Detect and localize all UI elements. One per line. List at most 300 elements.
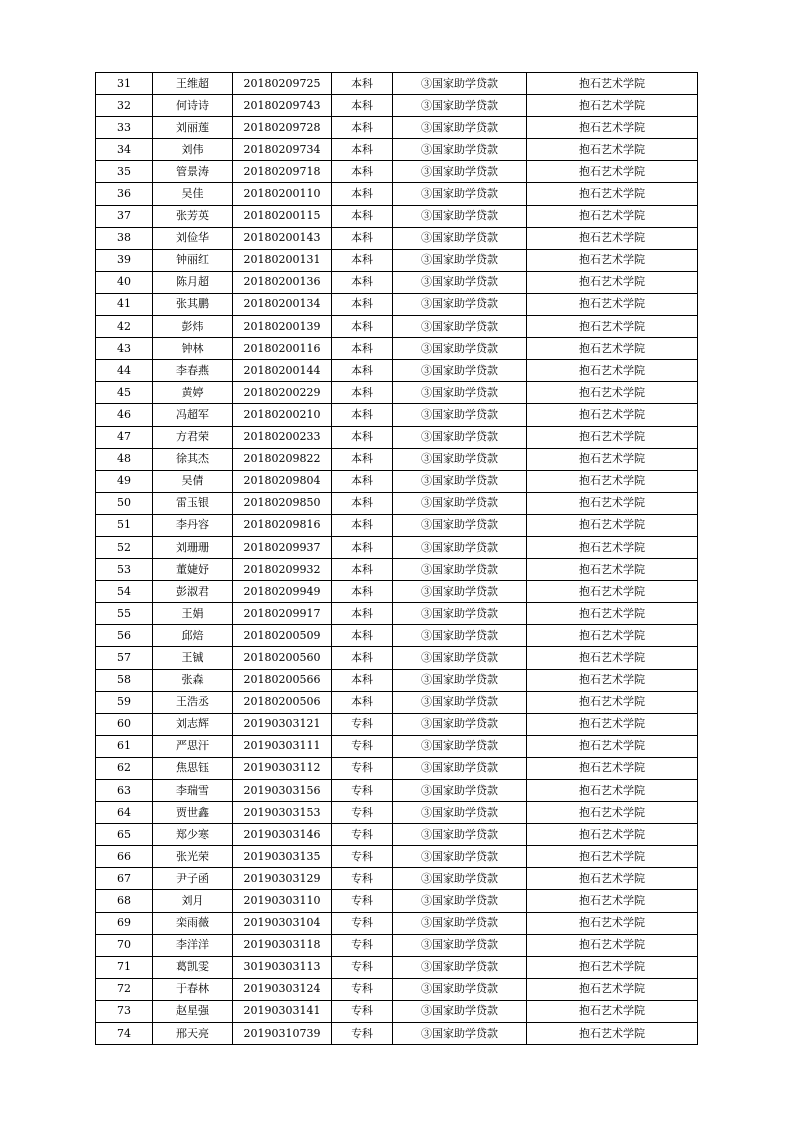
- table-row: [96, 1023, 698, 1045]
- student-name-cell: 邢天亮: [153, 1023, 233, 1045]
- row-number-cell: 72: [96, 978, 153, 1000]
- student-id-cell: 20180209822: [233, 448, 332, 470]
- row-number-cell: 62: [96, 757, 153, 779]
- aid-type-cell: ③国家助学贷款: [393, 647, 527, 669]
- aid-type-cell: ③国家助学贷款: [393, 868, 527, 890]
- student-name-cell: 王维超: [153, 73, 233, 95]
- college-cell: 抱石艺术学院: [527, 691, 698, 713]
- table-row: [96, 978, 698, 1000]
- student-id-cell: 20180200506: [233, 691, 332, 713]
- education-level-cell: 本科: [332, 338, 393, 360]
- student-id-cell: 20180209725: [233, 73, 332, 95]
- student-name-cell: 严思汗: [153, 735, 233, 757]
- education-level-cell: 本科: [332, 183, 393, 205]
- row-number-cell: 57: [96, 647, 153, 669]
- roster-body: [96, 73, 698, 1045]
- college-cell: 抱石艺术学院: [527, 249, 698, 271]
- row-number-cell: 68: [96, 890, 153, 912]
- education-level-cell: 专科: [332, 890, 393, 912]
- college-cell: 抱石艺术学院: [527, 559, 698, 581]
- education-level-cell: 本科: [332, 161, 393, 183]
- student-name-cell: 冯超军: [153, 404, 233, 426]
- row-number-cell: 38: [96, 227, 153, 249]
- education-level-cell: 本科: [332, 293, 393, 315]
- student-id-cell: 20190303111: [233, 735, 332, 757]
- aid-type-cell: ③国家助学贷款: [393, 205, 527, 227]
- table-row: [96, 956, 698, 978]
- student-name-cell: 郑少寒: [153, 824, 233, 846]
- student-id-cell: 20180200560: [233, 647, 332, 669]
- row-number-cell: 34: [96, 139, 153, 161]
- row-number-cell: 66: [96, 846, 153, 868]
- row-number-cell: 48: [96, 448, 153, 470]
- student-id-cell: 20180200134: [233, 293, 332, 315]
- college-cell: 抱石艺术学院: [527, 868, 698, 890]
- aid-type-cell: ③国家助学贷款: [393, 669, 527, 691]
- education-level-cell: 本科: [332, 227, 393, 249]
- aid-type-cell: ③国家助学贷款: [393, 846, 527, 868]
- aid-type-cell: ③国家助学贷款: [393, 514, 527, 536]
- student-id-cell: 20190303146: [233, 824, 332, 846]
- college-cell: 抱石艺术学院: [527, 316, 698, 338]
- student-id-cell: 20180200233: [233, 426, 332, 448]
- aid-type-cell: ③国家助学贷款: [393, 293, 527, 315]
- aid-type-cell: ③国家助学贷款: [393, 227, 527, 249]
- education-level-cell: 专科: [332, 846, 393, 868]
- education-level-cell: 本科: [332, 73, 393, 95]
- student-name-cell: 王铖: [153, 647, 233, 669]
- aid-type-cell: ③国家助学贷款: [393, 249, 527, 271]
- aid-type-cell: ③国家助学贷款: [393, 448, 527, 470]
- college-cell: 抱石艺术学院: [527, 978, 698, 1000]
- aid-type-cell: ③国家助学贷款: [393, 934, 527, 956]
- table-row: [96, 625, 698, 647]
- college-cell: 抱石艺术学院: [527, 669, 698, 691]
- education-level-cell: 专科: [332, 802, 393, 824]
- education-level-cell: 本科: [332, 492, 393, 514]
- student-id-cell: 20180209734: [233, 139, 332, 161]
- college-cell: 抱石艺术学院: [527, 824, 698, 846]
- college-cell: 抱石艺术学院: [527, 802, 698, 824]
- student-name-cell: 方君荣: [153, 426, 233, 448]
- aid-type-cell: ③国家助学贷款: [393, 691, 527, 713]
- student-id-cell: 20190303135: [233, 846, 332, 868]
- row-number-cell: 61: [96, 735, 153, 757]
- aid-type-cell: ③国家助学贷款: [393, 603, 527, 625]
- table-row: [96, 713, 698, 735]
- education-level-cell: 专科: [332, 934, 393, 956]
- aid-type-cell: ③国家助学贷款: [393, 316, 527, 338]
- education-level-cell: 本科: [332, 249, 393, 271]
- student-id-cell: 20180200115: [233, 205, 332, 227]
- aid-type-cell: ③国家助学贷款: [393, 382, 527, 404]
- student-name-cell: 吴佳: [153, 183, 233, 205]
- aid-type-cell: ③国家助学贷款: [393, 824, 527, 846]
- college-cell: 抱石艺术学院: [527, 338, 698, 360]
- row-number-cell: 73: [96, 1000, 153, 1022]
- row-number-cell: 64: [96, 802, 153, 824]
- student-name-cell: 刘月: [153, 890, 233, 912]
- student-id-cell: 20180200110: [233, 183, 332, 205]
- college-cell: 抱石艺术学院: [527, 912, 698, 934]
- aid-type-cell: ③国家助学贷款: [393, 956, 527, 978]
- table-row: [96, 735, 698, 757]
- education-level-cell: 本科: [332, 581, 393, 603]
- college-cell: 抱石艺术学院: [527, 205, 698, 227]
- table-row: [96, 338, 698, 360]
- aid-type-cell: ③国家助学贷款: [393, 470, 527, 492]
- table-row: [96, 912, 698, 934]
- student-id-cell: 20190303112: [233, 757, 332, 779]
- student-name-cell: 钟丽红: [153, 249, 233, 271]
- row-number-cell: 59: [96, 691, 153, 713]
- table-row: [96, 802, 698, 824]
- table-row: [96, 846, 698, 868]
- table-row: [96, 934, 698, 956]
- aid-type-cell: ③国家助学贷款: [393, 492, 527, 514]
- education-level-cell: 本科: [332, 603, 393, 625]
- college-cell: 抱石艺术学院: [527, 713, 698, 735]
- row-number-cell: 44: [96, 360, 153, 382]
- student-name-cell: 李洋洋: [153, 934, 233, 956]
- student-name-cell: 吴倩: [153, 470, 233, 492]
- education-level-cell: 本科: [332, 360, 393, 382]
- student-id-cell: 30190303113: [233, 956, 332, 978]
- student-id-cell: 20180209728: [233, 117, 332, 139]
- education-level-cell: 本科: [332, 691, 393, 713]
- aid-type-cell: ③国家助学贷款: [393, 404, 527, 426]
- student-id-cell: 20180209718: [233, 161, 332, 183]
- college-cell: 抱石艺术学院: [527, 293, 698, 315]
- row-number-cell: 31: [96, 73, 153, 95]
- table-row: [96, 227, 698, 249]
- student-name-cell: 栾雨薇: [153, 912, 233, 934]
- student-name-cell: 张光荣: [153, 846, 233, 868]
- college-cell: 抱石艺术学院: [527, 625, 698, 647]
- row-number-cell: 40: [96, 271, 153, 293]
- education-level-cell: 本科: [332, 271, 393, 293]
- college-cell: 抱石艺术学院: [527, 603, 698, 625]
- row-number-cell: 58: [96, 669, 153, 691]
- aid-type-cell: ③国家助学贷款: [393, 890, 527, 912]
- row-number-cell: 63: [96, 780, 153, 802]
- aid-type-cell: ③国家助学贷款: [393, 117, 527, 139]
- aid-type-cell: ③国家助学贷款: [393, 426, 527, 448]
- student-id-cell: 20180200143: [233, 227, 332, 249]
- student-id-cell: 20180209932: [233, 559, 332, 581]
- aid-type-cell: ③国家助学贷款: [393, 713, 527, 735]
- table-row: [96, 669, 698, 691]
- education-level-cell: 专科: [332, 978, 393, 1000]
- college-cell: 抱石艺术学院: [527, 426, 698, 448]
- aid-type-cell: ③国家助学贷款: [393, 757, 527, 779]
- student-id-cell: 20180209804: [233, 470, 332, 492]
- student-id-cell: 20190303104: [233, 912, 332, 934]
- student-id-cell: 20180209850: [233, 492, 332, 514]
- student-name-cell: 徐其杰: [153, 448, 233, 470]
- college-cell: 抱石艺术学院: [527, 271, 698, 293]
- aid-type-cell: ③国家助学贷款: [393, 581, 527, 603]
- student-name-cell: 彭淑君: [153, 581, 233, 603]
- table-row: [96, 426, 698, 448]
- student-name-cell: 于春林: [153, 978, 233, 1000]
- student-id-cell: 20180200131: [233, 249, 332, 271]
- row-number-cell: 47: [96, 426, 153, 448]
- college-cell: 抱石艺术学院: [527, 492, 698, 514]
- student-name-cell: 刘志辉: [153, 713, 233, 735]
- college-cell: 抱石艺术学院: [527, 382, 698, 404]
- college-cell: 抱石艺术学院: [527, 448, 698, 470]
- table-row: [96, 183, 698, 205]
- table-row: [96, 559, 698, 581]
- table-row: [96, 205, 698, 227]
- student-id-cell: 20180209816: [233, 514, 332, 536]
- education-level-cell: 本科: [332, 382, 393, 404]
- education-level-cell: 专科: [332, 1000, 393, 1022]
- college-cell: 抱石艺术学院: [527, 1000, 698, 1022]
- student-id-cell: 20180200139: [233, 316, 332, 338]
- college-cell: 抱石艺术学院: [527, 470, 698, 492]
- aid-type-cell: ③国家助学贷款: [393, 360, 527, 382]
- college-cell: 抱石艺术学院: [527, 647, 698, 669]
- table-row: [96, 73, 698, 95]
- aid-type-cell: ③国家助学贷款: [393, 338, 527, 360]
- student-id-cell: 20180200229: [233, 382, 332, 404]
- student-name-cell: 刘伟: [153, 139, 233, 161]
- education-level-cell: 本科: [332, 669, 393, 691]
- row-number-cell: 46: [96, 404, 153, 426]
- student-id-cell: 20180200210: [233, 404, 332, 426]
- table-row: [96, 647, 698, 669]
- student-id-cell: 20190303153: [233, 802, 332, 824]
- student-id-cell: 20180200566: [233, 669, 332, 691]
- row-number-cell: 43: [96, 338, 153, 360]
- aid-type-cell: ③国家助学贷款: [393, 978, 527, 1000]
- table-row: [96, 271, 698, 293]
- student-id-cell: 20180200144: [233, 360, 332, 382]
- row-number-cell: 69: [96, 912, 153, 934]
- table-row: [96, 448, 698, 470]
- table-row: [96, 890, 698, 912]
- education-level-cell: 专科: [332, 1023, 393, 1045]
- row-number-cell: 56: [96, 625, 153, 647]
- aid-type-cell: ③国家助学贷款: [393, 1023, 527, 1045]
- table-row: [96, 360, 698, 382]
- college-cell: 抱石艺术学院: [527, 735, 698, 757]
- education-level-cell: 本科: [332, 536, 393, 558]
- student-name-cell: 王浩丞: [153, 691, 233, 713]
- college-cell: 抱石艺术学院: [527, 514, 698, 536]
- aid-type-cell: ③国家助学贷款: [393, 780, 527, 802]
- student-id-cell: 20180200136: [233, 271, 332, 293]
- table-row: [96, 117, 698, 139]
- education-level-cell: 本科: [332, 117, 393, 139]
- aid-type-cell: ③国家助学贷款: [393, 271, 527, 293]
- table-row: [96, 95, 698, 117]
- row-number-cell: 60: [96, 713, 153, 735]
- student-name-cell: 尹子函: [153, 868, 233, 890]
- row-number-cell: 54: [96, 581, 153, 603]
- student-name-cell: 张芳英: [153, 205, 233, 227]
- row-number-cell: 71: [96, 956, 153, 978]
- row-number-cell: 67: [96, 868, 153, 890]
- education-level-cell: 专科: [332, 735, 393, 757]
- table-row: [96, 603, 698, 625]
- student-id-cell: 20190303118: [233, 934, 332, 956]
- aid-type-cell: ③国家助学贷款: [393, 1000, 527, 1022]
- table-row: [96, 691, 698, 713]
- education-level-cell: 本科: [332, 448, 393, 470]
- row-number-cell: 42: [96, 316, 153, 338]
- row-number-cell: 74: [96, 1023, 153, 1045]
- student-name-cell: 陈月超: [153, 271, 233, 293]
- student-id-cell: 20190310739: [233, 1023, 332, 1045]
- student-name-cell: 王娟: [153, 603, 233, 625]
- row-number-cell: 37: [96, 205, 153, 227]
- table-row: [96, 161, 698, 183]
- table-row: [96, 581, 698, 603]
- table-row: [96, 249, 698, 271]
- row-number-cell: 55: [96, 603, 153, 625]
- row-number-cell: 33: [96, 117, 153, 139]
- row-number-cell: 35: [96, 161, 153, 183]
- student-name-cell: 张森: [153, 669, 233, 691]
- aid-type-cell: ③国家助学贷款: [393, 735, 527, 757]
- table-row: [96, 757, 698, 779]
- aid-type-cell: ③国家助学贷款: [393, 73, 527, 95]
- student-id-cell: 20190303129: [233, 868, 332, 890]
- student-id-cell: 20180209917: [233, 603, 332, 625]
- education-level-cell: 本科: [332, 316, 393, 338]
- college-cell: 抱石艺术学院: [527, 139, 698, 161]
- aid-type-cell: ③国家助学贷款: [393, 161, 527, 183]
- aid-type-cell: ③国家助学贷款: [393, 625, 527, 647]
- student-id-cell: 20180200509: [233, 625, 332, 647]
- college-cell: 抱石艺术学院: [527, 73, 698, 95]
- education-level-cell: 专科: [332, 757, 393, 779]
- education-level-cell: 本科: [332, 139, 393, 161]
- college-cell: 抱石艺术学院: [527, 757, 698, 779]
- education-level-cell: 本科: [332, 470, 393, 492]
- student-name-cell: 管景涛: [153, 161, 233, 183]
- college-cell: 抱石艺术学院: [527, 95, 698, 117]
- aid-type-cell: ③国家助学贷款: [393, 95, 527, 117]
- education-level-cell: 本科: [332, 205, 393, 227]
- education-level-cell: 本科: [332, 404, 393, 426]
- education-level-cell: 专科: [332, 713, 393, 735]
- student-id-cell: 20190303121: [233, 713, 332, 735]
- student-name-cell: 李春燕: [153, 360, 233, 382]
- student-id-cell: 20190303156: [233, 780, 332, 802]
- student-name-cell: 葛凯雯: [153, 956, 233, 978]
- table-row: [96, 514, 698, 536]
- student-name-cell: 刘珊珊: [153, 536, 233, 558]
- table-row: [96, 382, 698, 404]
- education-level-cell: 专科: [332, 868, 393, 890]
- college-cell: 抱石艺术学院: [527, 404, 698, 426]
- row-number-cell: 32: [96, 95, 153, 117]
- table-row: [96, 404, 698, 426]
- college-cell: 抱石艺术学院: [527, 956, 698, 978]
- education-level-cell: 本科: [332, 426, 393, 448]
- education-level-cell: 专科: [332, 824, 393, 846]
- table-row: [96, 492, 698, 514]
- student-name-cell: 焦思钰: [153, 757, 233, 779]
- student-name-cell: 张其鹏: [153, 293, 233, 315]
- education-level-cell: 本科: [332, 559, 393, 581]
- student-name-cell: 彭炜: [153, 316, 233, 338]
- education-level-cell: 本科: [332, 625, 393, 647]
- student-id-cell: 20180209937: [233, 536, 332, 558]
- student-name-cell: 李丹容: [153, 514, 233, 536]
- row-number-cell: 50: [96, 492, 153, 514]
- row-number-cell: 52: [96, 536, 153, 558]
- row-number-cell: 70: [96, 934, 153, 956]
- college-cell: 抱石艺术学院: [527, 934, 698, 956]
- student-id-cell: 20180209949: [233, 581, 332, 603]
- table-row: [96, 293, 698, 315]
- college-cell: 抱石艺术学院: [527, 780, 698, 802]
- aid-type-cell: ③国家助学贷款: [393, 139, 527, 161]
- aid-type-cell: ③国家助学贷款: [393, 912, 527, 934]
- student-id-cell: 20180209743: [233, 95, 332, 117]
- table-row: [96, 1000, 698, 1022]
- student-name-cell: 贾世鑫: [153, 802, 233, 824]
- college-cell: 抱石艺术学院: [527, 227, 698, 249]
- education-level-cell: 专科: [332, 956, 393, 978]
- table-row: [96, 780, 698, 802]
- student-name-cell: 刘俭华: [153, 227, 233, 249]
- education-level-cell: 本科: [332, 647, 393, 669]
- college-cell: 抱石艺术学院: [527, 846, 698, 868]
- student-name-cell: 邱焙: [153, 625, 233, 647]
- row-number-cell: 53: [96, 559, 153, 581]
- student-name-cell: 赵星强: [153, 1000, 233, 1022]
- college-cell: 抱石艺术学院: [527, 183, 698, 205]
- row-number-cell: 65: [96, 824, 153, 846]
- row-number-cell: 39: [96, 249, 153, 271]
- student-id-cell: 20180200116: [233, 338, 332, 360]
- student-id-cell: 20190303110: [233, 890, 332, 912]
- college-cell: 抱石艺术学院: [527, 360, 698, 382]
- row-number-cell: 45: [96, 382, 153, 404]
- student-loan-roster-table: [95, 72, 698, 1045]
- student-name-cell: 李瑞雪: [153, 780, 233, 802]
- student-name-cell: 董婕妤: [153, 559, 233, 581]
- student-id-cell: 20190303124: [233, 978, 332, 1000]
- student-name-cell: 钟林: [153, 338, 233, 360]
- table-row: [96, 316, 698, 338]
- college-cell: 抱石艺术学院: [527, 536, 698, 558]
- row-number-cell: 36: [96, 183, 153, 205]
- education-level-cell: 本科: [332, 514, 393, 536]
- aid-type-cell: ③国家助学贷款: [393, 183, 527, 205]
- table-row: [96, 536, 698, 558]
- student-name-cell: 黄婷: [153, 382, 233, 404]
- aid-type-cell: ③国家助学贷款: [393, 536, 527, 558]
- table-row: [96, 868, 698, 890]
- row-number-cell: 51: [96, 514, 153, 536]
- college-cell: 抱石艺术学院: [527, 161, 698, 183]
- student-name-cell: 刘丽莲: [153, 117, 233, 139]
- row-number-cell: 49: [96, 470, 153, 492]
- student-id-cell: 20190303141: [233, 1000, 332, 1022]
- student-name-cell: 何诗诗: [153, 95, 233, 117]
- college-cell: 抱石艺术学院: [527, 117, 698, 139]
- college-cell: 抱石艺术学院: [527, 890, 698, 912]
- table-row: [96, 139, 698, 161]
- college-cell: 抱石艺术学院: [527, 581, 698, 603]
